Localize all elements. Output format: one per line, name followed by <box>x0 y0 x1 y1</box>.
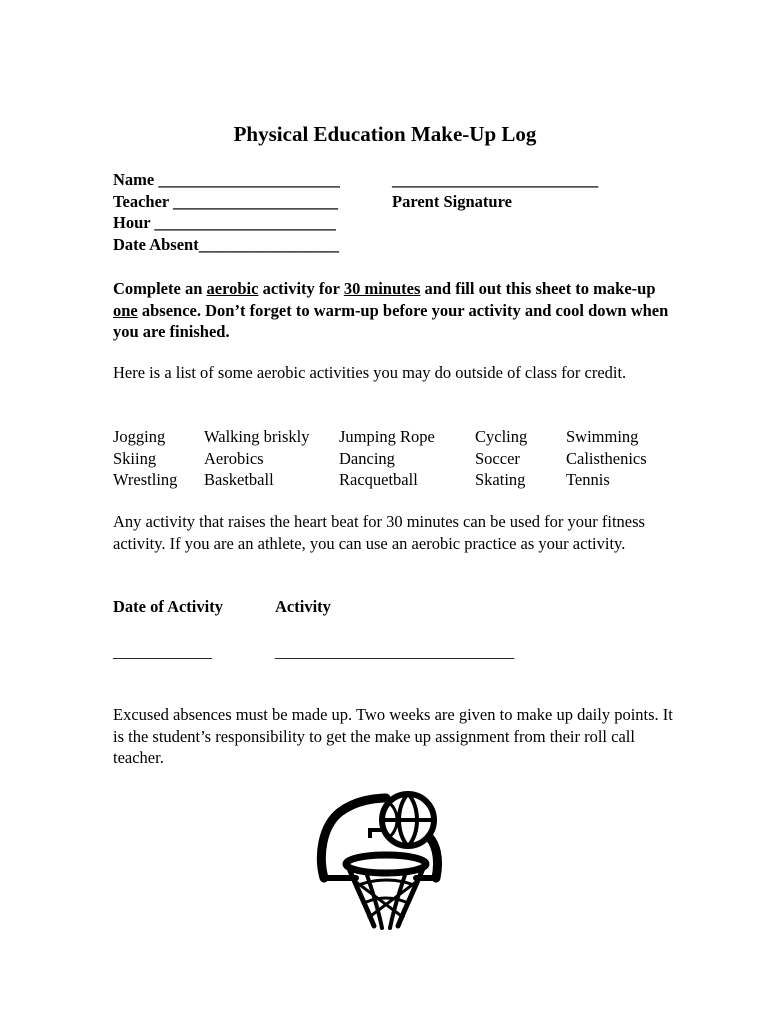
activity-item: Cycling <box>475 427 528 446</box>
activity-item: Tennis <box>566 470 610 489</box>
basketball-hoop-icon <box>316 786 456 932</box>
instructions-text-3: and fill out this sheet to make-up <box>420 279 656 298</box>
activity-column <box>339 426 435 491</box>
any-activity-paragraph: Any activity that raises the heart beat for 30 minutes can be used for your fitness activity. If you are an athlete, you can use an aerobic practice as your activity. <box>113 512 645 553</box>
activity-line[interactable]: _____________________________ <box>275 642 515 661</box>
date-of-activity-line[interactable]: ____________ <box>113 642 212 661</box>
page-title: Physical Education Make-Up Log <box>233 122 537 146</box>
activity-item: Skating <box>475 470 526 489</box>
activity-item: Swimming <box>566 427 639 446</box>
parent-signature-label: Parent Signature <box>392 192 512 211</box>
activity-item: Jumping Rope <box>339 427 435 446</box>
hour-field[interactable]: Hour ______________________ <box>113 213 336 232</box>
instructions-text-2: activity for <box>258 279 344 298</box>
instructions-text-4: absence. Don’t forget to warm-up before your activity and cool down when you are finished. <box>113 300 669 341</box>
activity-item: Walking briskly <box>204 427 310 446</box>
list-intro: Here is a list of some aerobic activities you may do outside of class for credit. <box>113 363 627 382</box>
name-field[interactable]: Name ______________________ <box>113 170 340 189</box>
instructions-minutes: 30 minutes <box>343 279 421 298</box>
activity-item: Calisthenics <box>566 448 647 468</box>
activity-item: Basketball <box>204 470 274 489</box>
instructions-paragraph <box>113 278 673 343</box>
activity-column <box>475 426 527 491</box>
date-of-activity-header: Date of Activity <box>113 597 223 616</box>
activity-item: Dancing <box>339 448 395 468</box>
instructions-aerobic: aerobic <box>206 279 259 298</box>
activity-item: Wrestling <box>113 470 178 489</box>
parent-signature-line[interactable]: _________________________ <box>392 170 599 189</box>
activity-column <box>566 426 647 491</box>
date-absent-field[interactable]: Date Absent_________________ <box>113 235 339 254</box>
instructions-one: one <box>113 300 138 320</box>
teacher-field[interactable]: Teacher ____________________ <box>113 192 339 211</box>
instructions-text-1: Complete an <box>113 279 207 298</box>
activity-item: Aerobics <box>204 448 264 468</box>
activity-item: Racquetball <box>339 470 418 489</box>
activity-item: Jogging <box>113 427 166 446</box>
activity-header: Activity <box>275 597 331 616</box>
activity-column <box>113 426 177 491</box>
activity-item: Soccer <box>475 448 520 468</box>
activity-item: Skiing <box>113 448 157 468</box>
excused-paragraph: Excused absences must be made up. Two weeks are given to make up daily points. It is the student’s responsibility to get the make up assignment from their roll call teacher. <box>113 705 673 767</box>
activity-column <box>204 426 309 491</box>
